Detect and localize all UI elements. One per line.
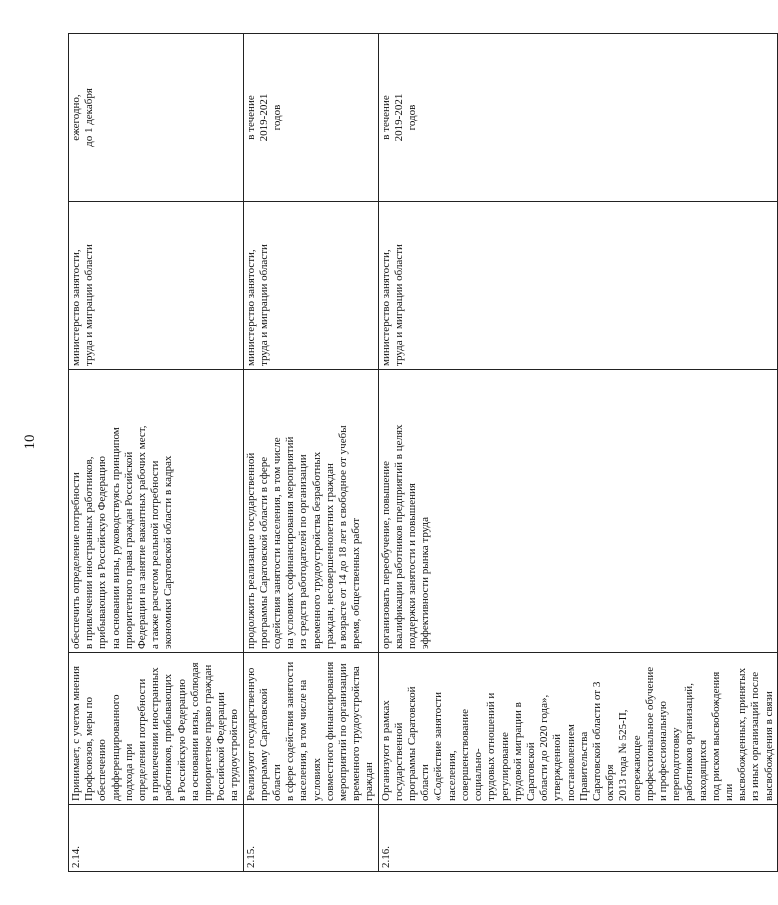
responsible-cell: министерство занятости, труда и миграции области xyxy=(378,202,777,370)
period-cell: ежегодно, до 1 декабря xyxy=(69,34,244,202)
action-cell: организовать переобучение, повышение квалификации работников предприятий в целях поддержки занятости и повышения эффективности рынка труда xyxy=(378,370,777,653)
row-number: 2.16. xyxy=(378,805,777,872)
period-cell: в течение 2019-2021 годов xyxy=(378,34,777,202)
table-row xyxy=(243,34,378,872)
measure-cell: Реализуют государственную программу Саратовской области в сфере содействия занятости населения, в том числе на условиях совместного финансирования мероприятий по организации временного трудоустройства граждан xyxy=(243,653,378,805)
responsible-cell: министерство занятости, труда и миграции области xyxy=(243,202,378,370)
measure-cell: Организуют в рамках государственной программы Саратовской области «Содействие занятости населения, совершенствование социально- трудовых отношений и регулирование трудовой миграции в Саратовской области до 2020 года», утвержденной постановлением Правительства Саратовской области от 3 октября 2013 года № 525-П, опережающее профессиональное обучение и профессиональную переподготовку работников организаций, находящихся под риском высвобождения или высвобожденных, принятых из иных организаций после высвобождения в связи xyxy=(378,653,777,805)
measures-table xyxy=(68,33,778,872)
period-cell: в течение 2019-2021 годов xyxy=(243,34,378,202)
action-cell: продолжить реализацию государственной программы Саратовской области в сфере содействия занятости населения, в том числе на условиях софинансирования мероприятий из средств работодателей по организации временного трудоустройства безработных граждан, несовершеннолетних граждан в возрасте от 14 до 18 лет в свободное от учебы время, общественных работ xyxy=(243,370,378,653)
responsible-cell: министерство занятости, труда и миграции области xyxy=(69,202,244,370)
measure-cell: Принимает, с учетом мнения Профсоюзов, меры по обеспечению дифференцированного подхода при определении потребности в привлечении иностранных работников, прибывающих в Российскую Федерацию на основании визы, соблюдая приоритетное право граждан Российской Федерации на трудоустройство xyxy=(69,653,244,805)
table-row xyxy=(69,34,244,872)
row-number: 2.14. xyxy=(69,805,244,872)
page-number: 10 xyxy=(22,434,38,450)
action-cell: обеспечить определение потребности в привлечении иностранных работников, прибывающих в Российскую Федерацию на основании визы, руководствуясь принципом приоритетного права граждан Российской Федерации на занятие вакантных рабочих мест, а также расчетом реальной потребности экономики Саратовской области в кадрах xyxy=(69,370,244,653)
rotated-table-wrapper xyxy=(68,34,775,872)
row-number: 2.15. xyxy=(243,805,378,872)
table-row xyxy=(378,34,777,872)
